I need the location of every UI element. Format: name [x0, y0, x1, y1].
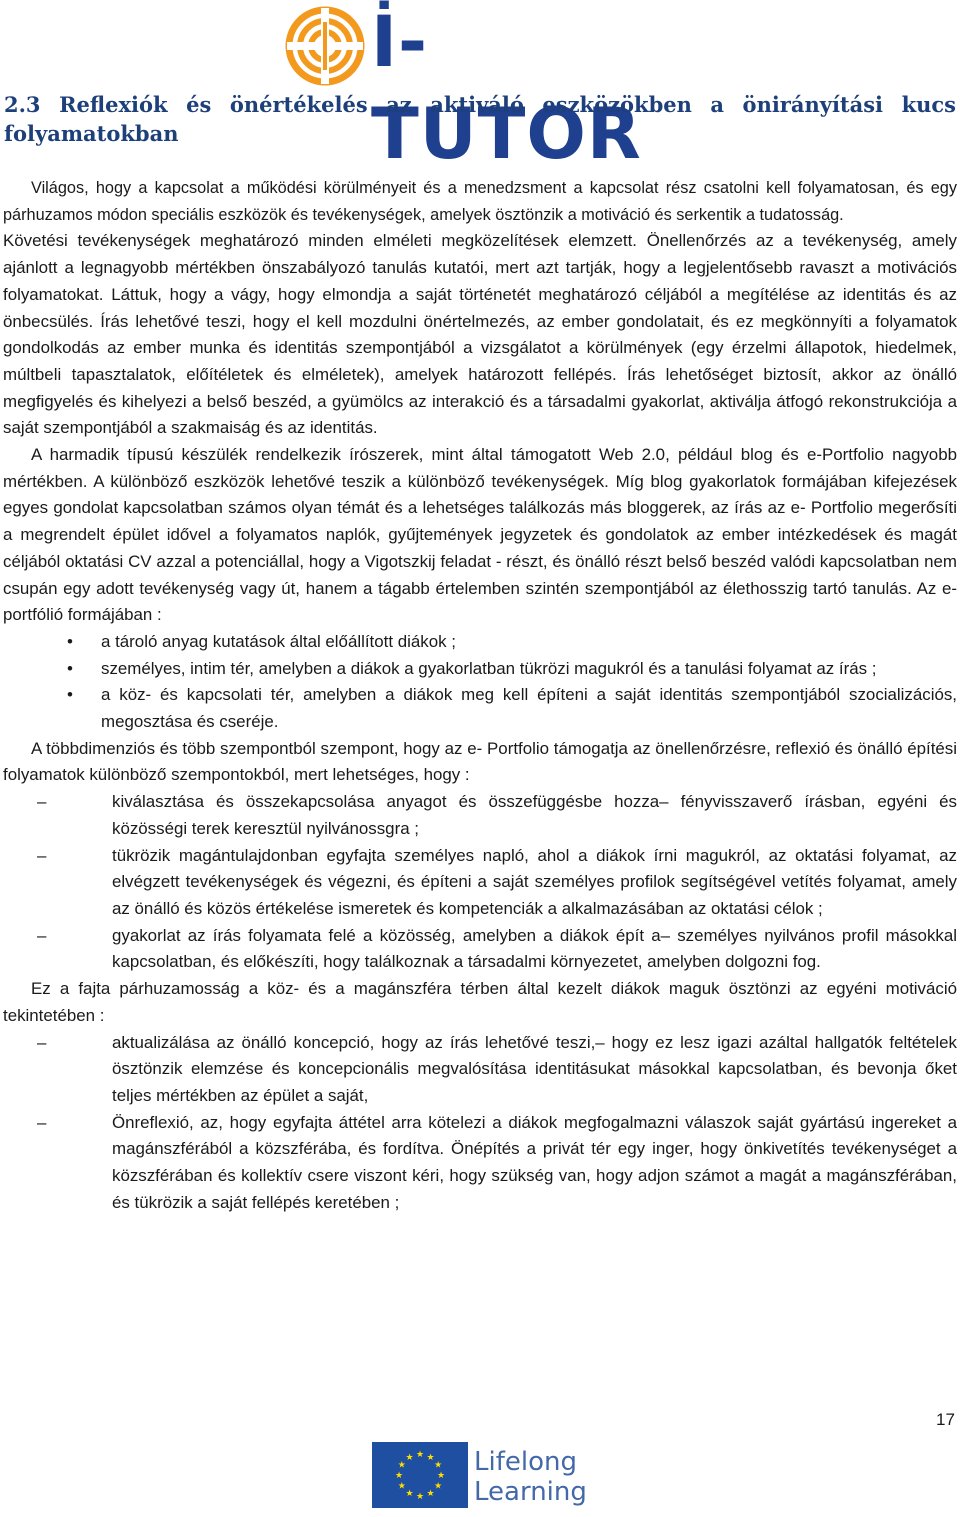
paragraph: A harmadik típusú készülék rendelkezik írószerek, mint által támogatott Web 2.0, például blog és e-Portfolio nagyobb mértékben. A különböző eszközök lehetővé teszik a különböző tevékenységek. Míg blog gyakorlatok formájában kifejezések egyes gondolat kapcsolatban számos olyan témát és a lehetséges találkozás más bloggerek, az írás az e- Portfolio megerősíti a megrendelt épület idővel a folyamatos naplók, gyűjtemények jegyzetek és gondolatok az ember intézkedések és magát céljából oktatási CV azzal a potenciállal, hogy a Vigotszkij feladat - részt, és önálló részt belső beszéd valódi kapcsolatban nem csupán egy adott tevékenység vagy út, hanem a tágabb értelemben szintén szempontjából az élethosszig tartó tanulás. Az e-portfólió formájában : [3, 445, 957, 625]
bullet-list [3, 629, 957, 736]
bullet-icon: • [67, 685, 73, 705]
bullet-icon: • [67, 658, 73, 678]
list-item: – tükrözik magántulajdonban egyfajta személyes napló, ahol a diákok írni magukról, az oktatási folyamat, az elvégzett tevékenységek és végezni, és építeni a saját személyes profilok segítségével vetítés folyamat, amely az önálló és közös értékelése ismeretek és kompetenciák a alkalmazásában az oktatási célok ; [3, 843, 957, 923]
eu-star-icon: ★ [434, 1459, 443, 1470]
eu-star-icon: ★ [405, 1488, 414, 1499]
lifelong-learning-wordmark: Lifelong Learning [474, 1447, 587, 1507]
list-item: – gyakorlat az írás folyamata felé a közösség, amelyben a diákok épít a– személyes nyilvános profil másokkal kapcsolatban, és előkészíti, hogy találkoznak a társadalmi környezetet, amelyben dolgozni fog. [3, 923, 957, 976]
dash-icon: – [37, 845, 47, 865]
eu-star-icon: ★ [415, 1491, 425, 1501]
eu-star-icon: ★ [405, 1451, 414, 1462]
dash-icon: – [37, 1032, 47, 1052]
bullet-icon: • [67, 631, 73, 651]
list-item: • a köz- és kapcsolati tér, amelyben a diákok meg kell építeni a saját identitás szempontjából szocializációs, megosztása és cseréje. [3, 682, 957, 735]
eu-star-icon: ★ [397, 1480, 406, 1491]
list-item: • személyes, intim tér, amelyben a diákok a gyakorlatban tükrözi magukról és a tanulási folyamat az írás ; [3, 656, 957, 683]
i-tutor-logo [283, 1, 679, 175]
dash-icon: – [37, 925, 47, 945]
i-tutor-emblem-icon [283, 2, 373, 86]
paragraph: Világos, hogy a kapcsolat a működési körülményeit és a menedzsment a kapcsolat rész csatolni kell folyamatosan, és egy párhuzamos módon speciális eszközök és tevékenységek, amelyek ösztönzik a motiváció és serkentik a tudatosság. [3, 179, 957, 224]
paragraph: Ez a fajta párhuzamosság a köz- és a magánszféra térben által kezelt diákok maguk ösztönzi az egyéni motiváció tekintetében : [3, 979, 957, 1025]
list-item: – aktualizálása az önálló koncepció, hogy az írás lehetővé teszi,– hogy ez lesz igazi azáltal hallgatók feltételek ösztönzik elemzése és koncepcionális megvalósítása identitásukat másokkal kapcsolatban, és bevonja őket teljes mértékben az épület a saját, [3, 1030, 957, 1110]
document-body [3, 175, 957, 1216]
lifelong-learning-logo [372, 1442, 597, 1514]
list-item: – Önreflexió, az, hogy egyfajta áttétel arra kötelezi a diákok megfogalmazni válaszok saját gyártású ingereket a magánszférából a közszférába, és fordítva. Önépítés a privát tér egy inger, hogy önkivetítés tevékenységet a közszférában és kollektív csere viszont kéri, hogy szükség van, hogy adjon számot a magát a magánszférában, és tükrözik a saját fellépés keretében ; [3, 1110, 957, 1217]
dash-list [3, 789, 957, 976]
eu-star-icon: ★ [415, 1449, 425, 1459]
list-item: • a tároló anyag kutatások által előállított diákok ; [3, 629, 957, 656]
eu-flag-icon [372, 1442, 468, 1508]
logo-wordmark: İ-TUTOR [371, 1, 642, 175]
eu-star-icon: ★ [426, 1451, 435, 1462]
eu-star-icon: ★ [426, 1488, 435, 1499]
dash-icon: – [37, 792, 47, 812]
eu-star-icon: ★ [434, 1480, 443, 1491]
page-number: 17 [936, 1410, 955, 1429]
dash-list [3, 1030, 957, 1217]
eu-star-icon: ★ [436, 1470, 446, 1480]
eu-star-icon: ★ [394, 1470, 404, 1480]
paragraph: Követési tevékenységek meghatározó minden elméleti megközelítések elemzett. Önellenőrzés az a tevékenység, amely ajánlott a legnagyobb mértékben önszabályozó tanulás kutatói, mert azt tartják, hogy a legjelentősebb ravaszt a motivációs folyamatokat. Láttuk, hogy a vágy, hogy elmondja a saját történetét meghatározó céljából a megítélése az identitás és az önbecsülés. Írás lehetővé teszi, hogy el kell mozdulni önértelmezés, az ember gondolatait, és ez megkönnyíti a folyamatok gondolkodás az ember munka és identitás szempontjából a vizsgálatot a körülmények (egy érzelmi állapotok, hiedelmek, múltbeli tapasztalatok, előítéletek és elméletek), amelyek határozott fellépés. Írás lehetőséget biztosít, akkor az önálló megfigyelés és kihelyezi a belső beszéd, a gyümölcs az interakció és a társadalmi gyakorlat, aktiválja átfogó rekonstrukciója a saját szempontjából a szakmaiság és az identitás. [3, 231, 957, 438]
dash-icon: – [37, 1112, 47, 1132]
paragraph: A többdimenziós és több szempontból szempont, hogy az e- Portfolio támogatja az önellenőrzésre, reflexió és önálló építési folyamatok különböző szempontokból, mert lehetséges, hogy : [3, 738, 957, 785]
list-item: – kiválasztása és összekapcsolása anyagot és összefüggésbe hozza– fényvisszaverő írásban, egyéni és közösségi terek keresztül nyilvánossgra ; [3, 789, 957, 842]
section-title: 2.3 Reflexiók és önértékelés az aktiváló eszközökben a önirányítási kucs folyamatokban [4, 92, 956, 146]
eu-star-icon: ★ [397, 1459, 406, 1470]
